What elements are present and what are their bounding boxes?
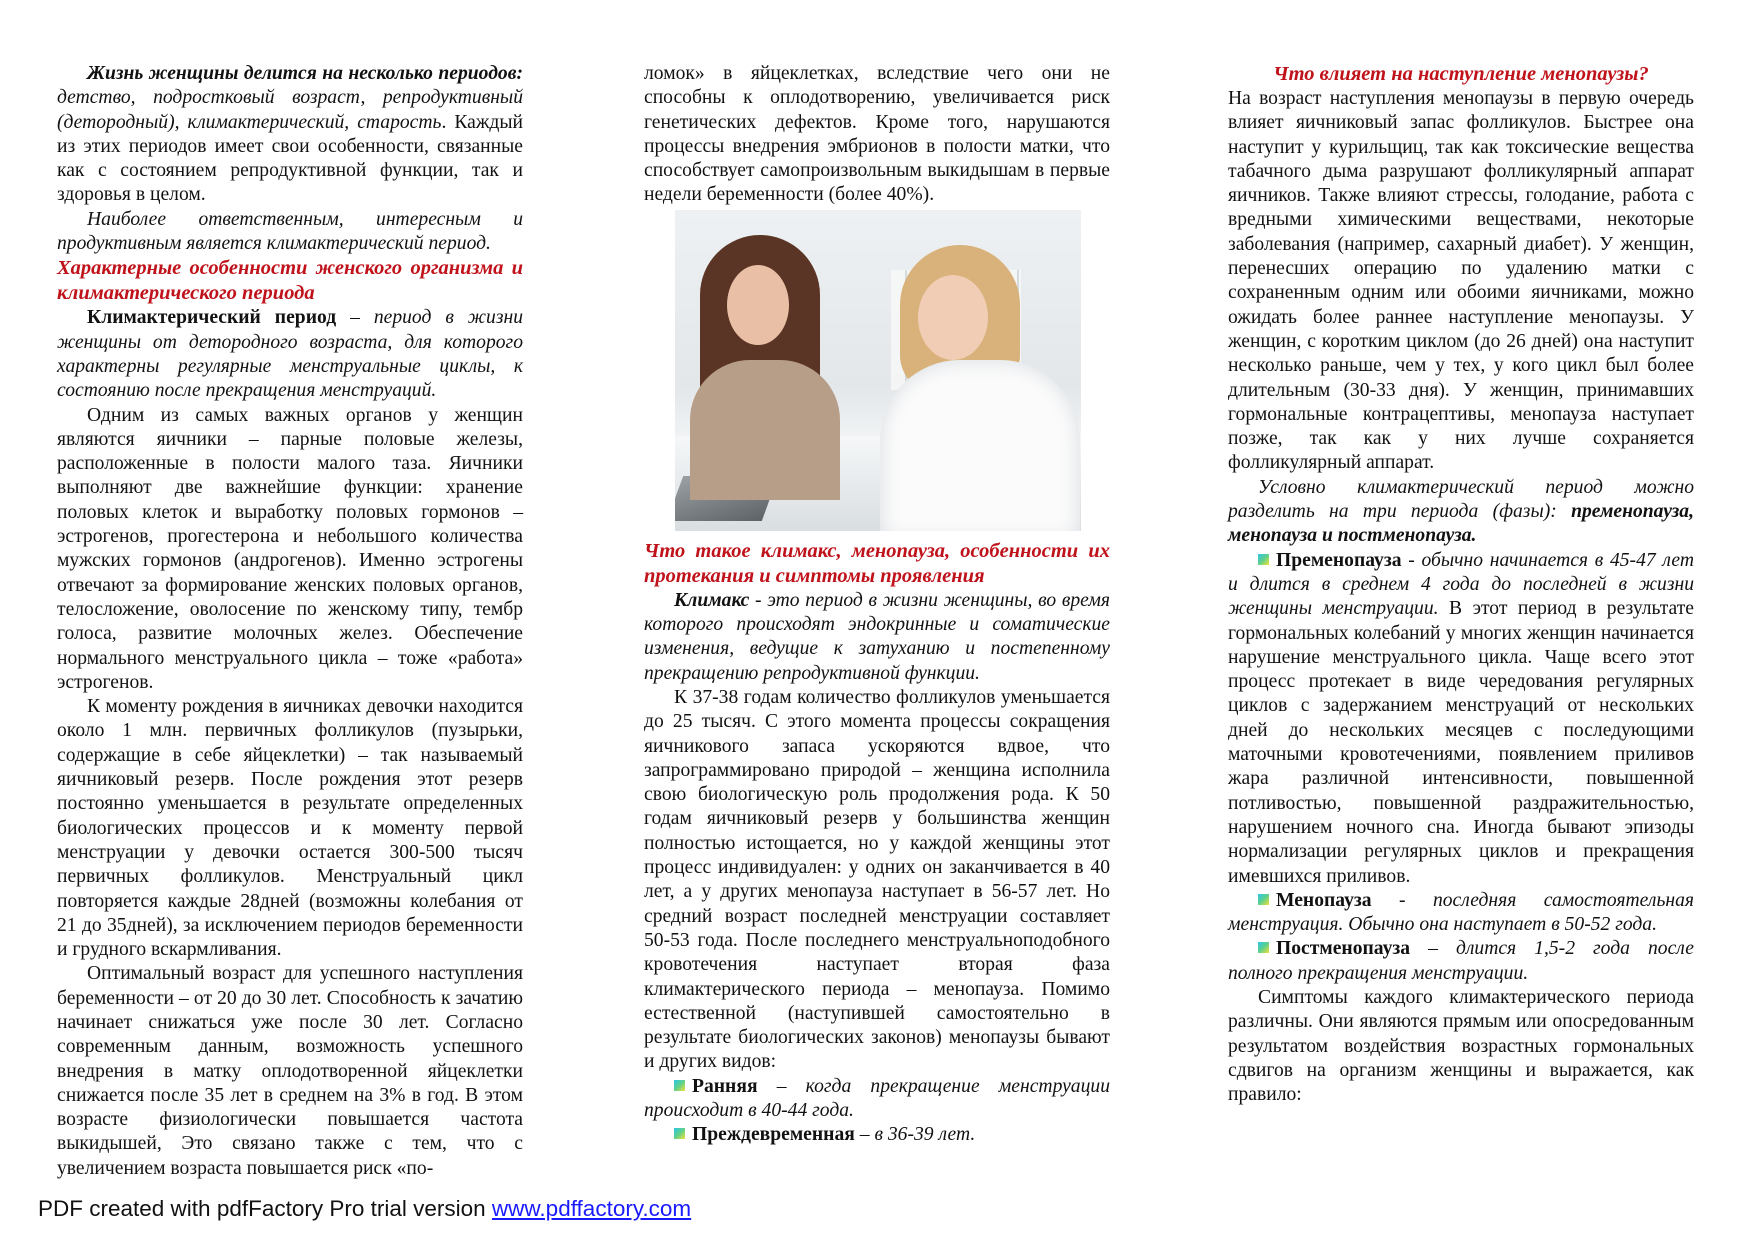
bullet-square-icon	[674, 1080, 685, 1091]
text-run: – в 36-39 лет.	[854, 1124, 976, 1146]
text-run: Ранняя	[692, 1075, 758, 1097]
paragraph	[644, 686, 1110, 1075]
paragraph	[1228, 986, 1694, 1107]
column-3	[1228, 62, 1694, 1107]
bullet-square-icon	[1258, 554, 1269, 565]
text-run: Постменопауза	[1276, 938, 1411, 960]
section-heading	[644, 539, 1110, 589]
paragraph	[1228, 87, 1694, 476]
text-run: -	[1371, 889, 1433, 911]
bullet-square-icon	[1258, 894, 1269, 905]
bullet-square-icon	[1258, 942, 1269, 953]
text-run: На возраст наступления менопаузы в первую очередь влияет яичниковый запас фолликулов. Быстрее она наступит у курильщиц, так как токсические вещества табачного дыма разрушают фолликулярный аппарат яичников. Также влияют стрессы, голодание, работа с вредными химическими веществами, некоторые заболевания (например, сахарный диабет). У женщин, перенесших операцию по удалению матки с сохраненным одним или обоими яичниками, можно ожидать более раннее наступление менопаузы. У женщин, с коротким циклом (до 26 дней) она наступит несколько раньше, чем у тех, у кого цикл был более длительным (30-33 дня). У женщин, принимавших гормональные контрацептивы, менопауза наступает позже, так как у них лучше сохраняется фолликулярный аппарат.	[1228, 88, 1694, 474]
bullet-item	[1228, 549, 1694, 889]
text-run: Характерные особенности женского организма и климактерического периода	[57, 257, 523, 305]
footer-link[interactable]: www.pdffactory.com	[491, 1196, 692, 1221]
text-run: Оптимальный возраст для успешного наступления беременности – от 20 до 30 лет. Способность к зачатию начинает снижаться уже после 30 лет. Согласно современным данным, возможность успешного внедрения в матку оплодотворенной яйцеклетки снижается после 35 лет в среднем на 3% в год. В этом возрасте физиологически повышается частота выкидышей, Это связано также с тем, что с увеличением возраста повышается риск «по-	[57, 963, 523, 1179]
bullet-item	[644, 1075, 1110, 1124]
text-run: Климакс	[674, 589, 750, 611]
text-run: . Каждый из этих периодов имеет свои особенности, связанные как с состоянием репродуктивной функции, так и здоровья в целом.	[57, 111, 523, 206]
footer-text: PDF created with pdfFactory Pro trial version	[38, 1196, 492, 1221]
paragraph	[57, 306, 523, 403]
text-run: В этот период в результате гормональных колебаний у многих женщин начинается нарушение менструального цикла. Чаще всего этот процесс протекает в виде чередования регулярных циклов с задержанием менструаций от нескольких дней до нескольких месяцев с последующими маточными кровотечениями, появлением приливов жара различной интенсивности, повышенной потливостью, повышенной раздражительностью, нарушением ночного сна. Иногда бывают эпизоды нормализации регулярных циклов и прекращения имевшихся приливов.	[1228, 598, 1694, 887]
section-heading	[57, 256, 523, 306]
text-run: пременопауза, менопауза и постменопауза.	[1228, 501, 1694, 547]
column-1	[57, 62, 523, 1181]
photo-w1face	[727, 265, 789, 345]
photo-w2body	[880, 360, 1080, 531]
pdf-footer	[38, 1196, 691, 1222]
text-run: ломок» в яйцеклетках, вследствие чего они не способны к оплодотворению, увеличивается риск генетических дефектов. Кроме того, нарушаются процессы внедрения эмбрионов в полости матки, что способствует самопроизвольным выкидышам в первые недели беременности (более 40%).	[644, 63, 1110, 206]
bullet-square-icon	[674, 1128, 685, 1139]
paragraph	[644, 62, 1110, 208]
text-run: -	[1401, 549, 1422, 571]
section-heading	[1228, 62, 1694, 87]
text-run: Что такое климакс, менопауза, особенности их протекания и симптомы проявления	[644, 539, 1110, 587]
text-run: длится 1,5-2 года после полного прекращения менструации.	[1228, 938, 1694, 984]
paragraph	[644, 589, 1110, 686]
bullet-item	[644, 1123, 1110, 1147]
paragraph	[57, 695, 523, 962]
text-run: Условно климактерический период можно разделить на три периода (фазы):	[1228, 476, 1694, 523]
paragraph	[1228, 476, 1694, 549]
photo-w1body	[690, 360, 840, 500]
paragraph	[57, 962, 523, 1181]
text-run: Климактерический период	[87, 307, 337, 329]
text-run: обычно начинается в 45-47 лет и длится в среднем 4 года до последней в жизни женщины менструации.	[1228, 549, 1694, 620]
doctor-consultation-photo	[675, 210, 1081, 531]
text-run: Пременопауза	[1276, 549, 1402, 571]
text-run: Одним из самых важных органов у женщин являются яичники – парные половые железы, расположенные в полости малого таза. Яичники выполняют две важнейшие функции: хранение половых клеток и выработку половых гормонов – эстрогенов, прогестерона и небольшого количества мужских гормонов (андрогенов). Именно эстрогены отвечают за формирование женских половых органов, телосложение, оволосение по женскому типу, тембр голоса, развитие молочных желез. Обеспечение нормального менструального цикла – тоже «работа» эстрогенов.	[57, 404, 523, 693]
paragraph	[57, 208, 523, 257]
text-run: Менопауза	[1276, 889, 1372, 911]
text-run: –	[1410, 938, 1456, 960]
paragraph	[57, 404, 523, 696]
text-run: – когда прекращение менструации происходит в 40-44 года.	[644, 1075, 1110, 1122]
text-run: Преждевременная	[692, 1124, 855, 1146]
text-run: последняя самостоятельная менструация. Обычно она наступает в 50-52 года.	[1228, 889, 1694, 936]
text-run: Жизнь женщины делится на несколько периодов:	[87, 63, 523, 84]
text-run: Что влияет на наступление менопаузы?	[1273, 63, 1649, 85]
text-run: период в жизни женщины от детородного возраста, для которого характерны регулярные менструальные циклы, к состоянию после прекращения менструаций.	[57, 307, 523, 402]
bullet-item	[1228, 937, 1694, 986]
photo-w2face	[918, 275, 988, 360]
text-run: Симптомы каждого климактерического периода различны. Они являются прямым или опосредованным результатом воздействия возрастных гормональных сдвигов на организм женщины и выражается, как правило:	[1228, 986, 1694, 1106]
text-run: К 37-38 годам количество фолликулов уменьшается до 25 тысяч. С этого момента процессы сокращения яичникового запаса ускоряются вдвое, что запрограммировано природой – женщина исполнила свою биологическую роль продолжения рода. К 50 годам яичниковый резерв у большинства женщин полностью истощается, но у каждой женщины этот процесс индивидуален: у одних он заканчивается в 40 лет, а у других менопауза наступает в 56-57 лет. Но средний возраст последней менструации составляет 50-53 года. После последнего менструальноподобного кровотечения наступает вторая фаза климактерического периода – менопауза. Помимо естественной (наступившей самостоятельно в результате биологических законов) менопаузы бывают и других видов:	[644, 686, 1110, 1073]
text-run: К моменту рождения в яичниках девочки находится около 1 млн. первичных фолликулов (пузырьки, содержащие в себе яйцеклетки) – так называемый яичниковый резерв. После рождения этот резерв постоянно уменьшается в результате определенных биологических процессов и к моменту первой менструации у девочки остается 300-500 тысяч первичных фолликулов. Менструальный цикл повторяется каждые 28дней (возможны колебания от 21 до 35дней), за исключением периодов беременности и грудного вскармливания.	[57, 696, 523, 961]
text-run: Наиболее ответственным, интересным и продуктивным является климактерический период.	[57, 208, 523, 255]
column-2	[644, 62, 1110, 1148]
paragraph	[57, 62, 523, 208]
bullet-item	[1228, 889, 1694, 938]
text-run: - это период в жизни женщины, во время которого происходят эндокринные и соматические изменения, ведущие к затуханию и постепенному прекращению репродуктивной функции.	[644, 589, 1110, 684]
text-run: детство, подростковый возраст, репродуктивный (детородный), климактерический, старость	[57, 87, 523, 133]
text-run: –	[336, 307, 374, 329]
